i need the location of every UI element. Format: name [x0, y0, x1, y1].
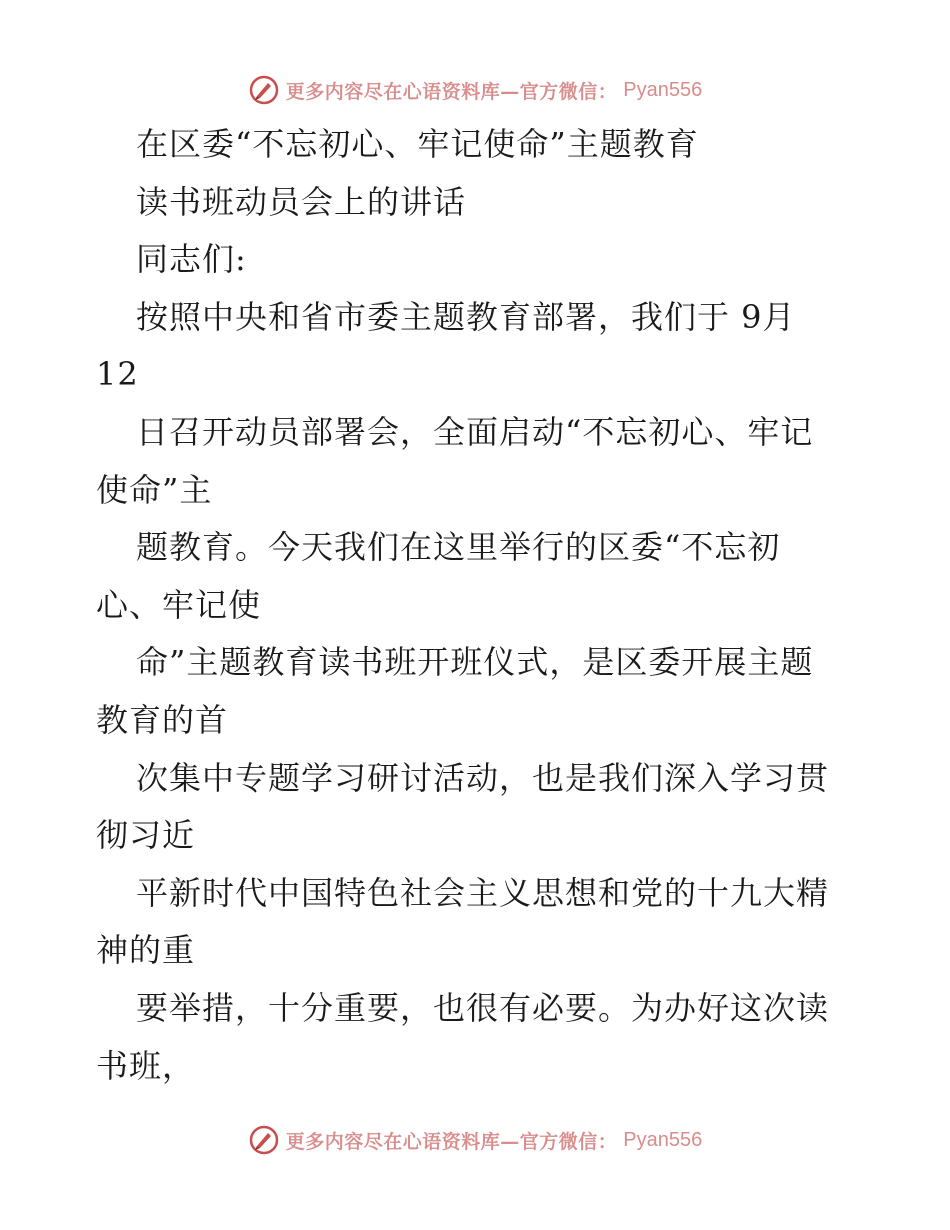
text-line: 读书班动员会上的讲话 [136, 182, 467, 221]
text-line: 题教育。今天我们在这里举行的区委“不忘初 [136, 528, 781, 567]
watermark-text: 更多内容尽在心语资料库—官方微信： [285, 1130, 618, 1153]
text-line: 命”主题教育读书班开班仪式，是区委开展主题 [136, 643, 814, 682]
header-watermark [0, 70, 950, 110]
text-line: 12 [96, 355, 139, 394]
text-line: 神的重 [96, 931, 196, 970]
text-line: 日召开动员部署会，全面启动“不忘初心、牢记 [136, 412, 814, 451]
text-line: 教育的首 [96, 700, 229, 739]
footer-watermark [0, 1120, 950, 1160]
text-line: 同志们: [136, 240, 247, 279]
watermark-text: 更多内容尽在心语资料库—官方微信： [285, 80, 618, 103]
text-line: 在区委“不忘初心、牢记使命”主题教育 [136, 125, 699, 163]
watermark-wechat-id: Pyan556 [623, 1128, 703, 1151]
text-line: 平新时代中国特色社会主义思想和党的十九大精 [136, 873, 830, 912]
text-line: 次集中专题学习研讨活动，也是我们深入学习贯 [136, 758, 830, 797]
text-line: 使命”主 [96, 470, 213, 509]
document-body [96, 116, 876, 1095]
text-line: 书班， [96, 1046, 196, 1085]
quill-logo-icon [248, 74, 280, 106]
quill-logo-icon [248, 1124, 280, 1156]
text-line: 按照中央和省市委主题教育部署，我们于 9月 [136, 297, 796, 336]
watermark-wechat-id: Pyan556 [623, 78, 703, 101]
text-line: 心、牢记使 [96, 585, 262, 624]
text-line: 要举措，十分重要，也很有必要。为办好这次读 [136, 988, 830, 1027]
text-line: 彻习近 [96, 816, 196, 855]
